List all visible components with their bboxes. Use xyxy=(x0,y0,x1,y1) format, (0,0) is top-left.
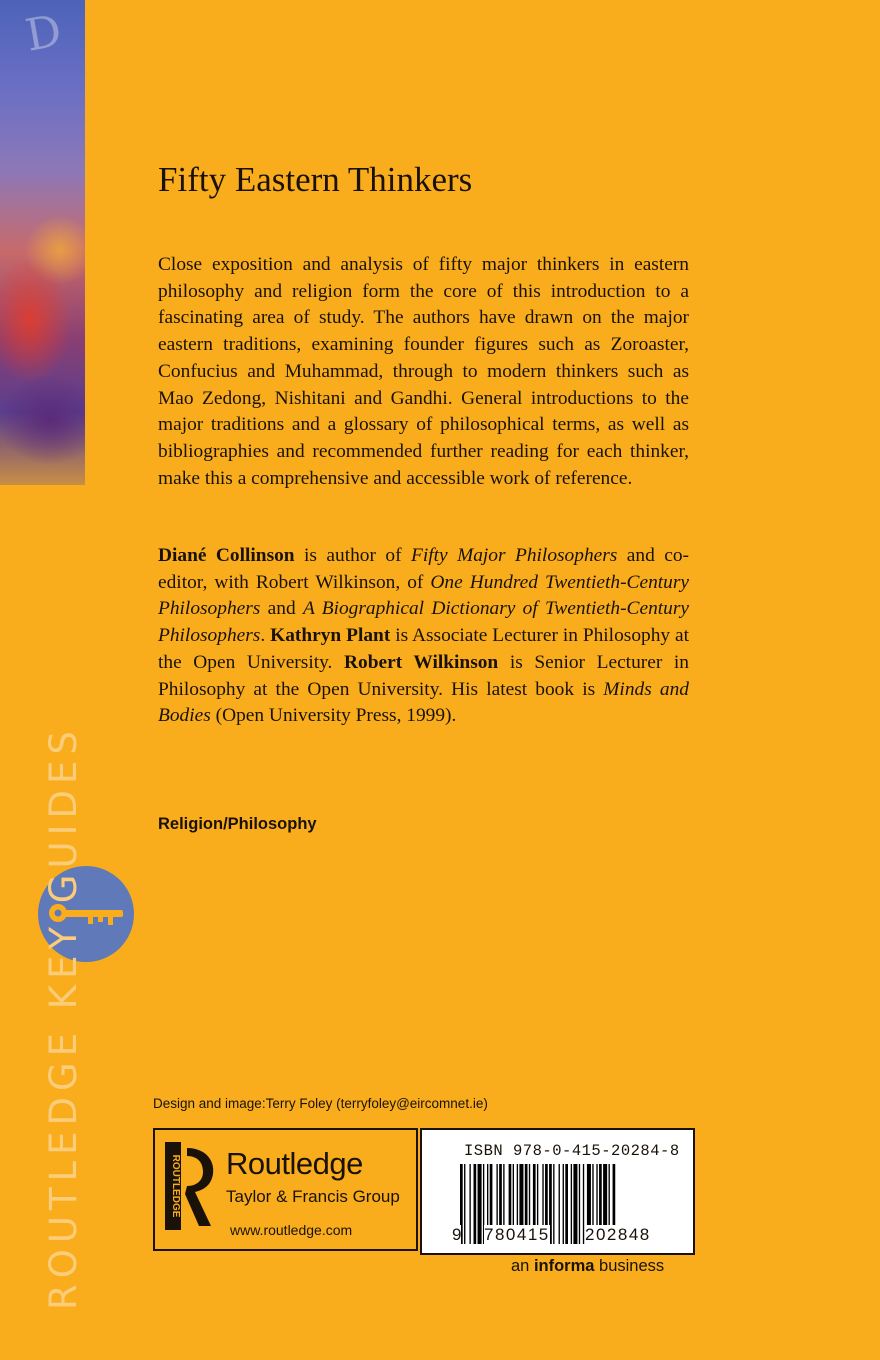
series-name: ROUTLEDGE KEY GUIDES xyxy=(42,725,85,1310)
isbn-number: ISBN 978-0-415-20284-8 xyxy=(464,1142,680,1160)
barcode-block xyxy=(420,1128,695,1255)
publisher-url[interactable]: www.routledge.com xyxy=(230,1222,353,1238)
author-bios: Diané Collinson is author of Fifty Major Philosophers and co-editor, with Robert Wilkinson, of One Hundred Twentieth-Century Philosophers and A Biographical Dictionary of Twentieth-Century Philosophers. Kathryn Plant is Associate Lecturer in Philosophy at the Open University. Robert Wilkinson is Senior Lecturer in Philosophy at the Open University. His latest book is Minds and Bodies (Open University Press, 1999). xyxy=(158,545,689,727)
author-name: Diané Collinson xyxy=(158,545,295,566)
book-title: Fifty Eastern Thinkers xyxy=(158,160,473,199)
publisher-group: Taylor & Francis Group xyxy=(226,1187,400,1206)
barcode-digits-right: 202848 xyxy=(585,1225,651,1244)
cover-artwork xyxy=(0,0,85,485)
design-credit: Design and image:Terry Foley (terryfoley@eircomnet.ie) xyxy=(153,1096,488,1111)
routledge-logo-text: ROUTLEDGE xyxy=(170,1154,181,1218)
artwork-ghost-letter: D xyxy=(21,5,66,62)
publisher-block xyxy=(153,1128,418,1251)
subject-category: Religion/Philosophy xyxy=(158,815,317,833)
author-name: Kathryn Plant xyxy=(270,625,391,647)
barcode-digit-first: 9 xyxy=(452,1225,462,1244)
barcode-digits-left: 780415 xyxy=(484,1225,550,1244)
informa-tagline: an informa business xyxy=(511,1257,665,1275)
book-reference: Minds and Bodies xyxy=(158,678,689,727)
routledge-logo-icon xyxy=(165,1142,217,1236)
author-name: Robert Wilkinson xyxy=(344,651,499,673)
informa-brand: informa xyxy=(533,1257,595,1275)
publisher-name: Routledge xyxy=(226,1146,363,1181)
book-reference: One Hundred Twentieth-Century Philosophers xyxy=(158,571,689,620)
book-reference: Fifty Major Philosophers xyxy=(411,545,618,566)
book-description: Close exposition and analysis of fifty major thinkers in eastern philosophy and religion form the core of this introduction to a fascinating area of study. The authors have drawn on the major eastern traditions, examining founder figures such as Zoroaster, Confucius and Muhammad, through to modern thinkers such as Mao Zedong, Nishitani and Gandhi. General introductions to the major traditions and a glossary of philosophical terms, as well as bibliographies and recommended further reading for each thinker, make this a comprehensive and accessible work of reference. xyxy=(158,254,689,489)
book-reference: A Biographical Dictionary of Twentieth-Century Philosophers xyxy=(158,598,689,647)
